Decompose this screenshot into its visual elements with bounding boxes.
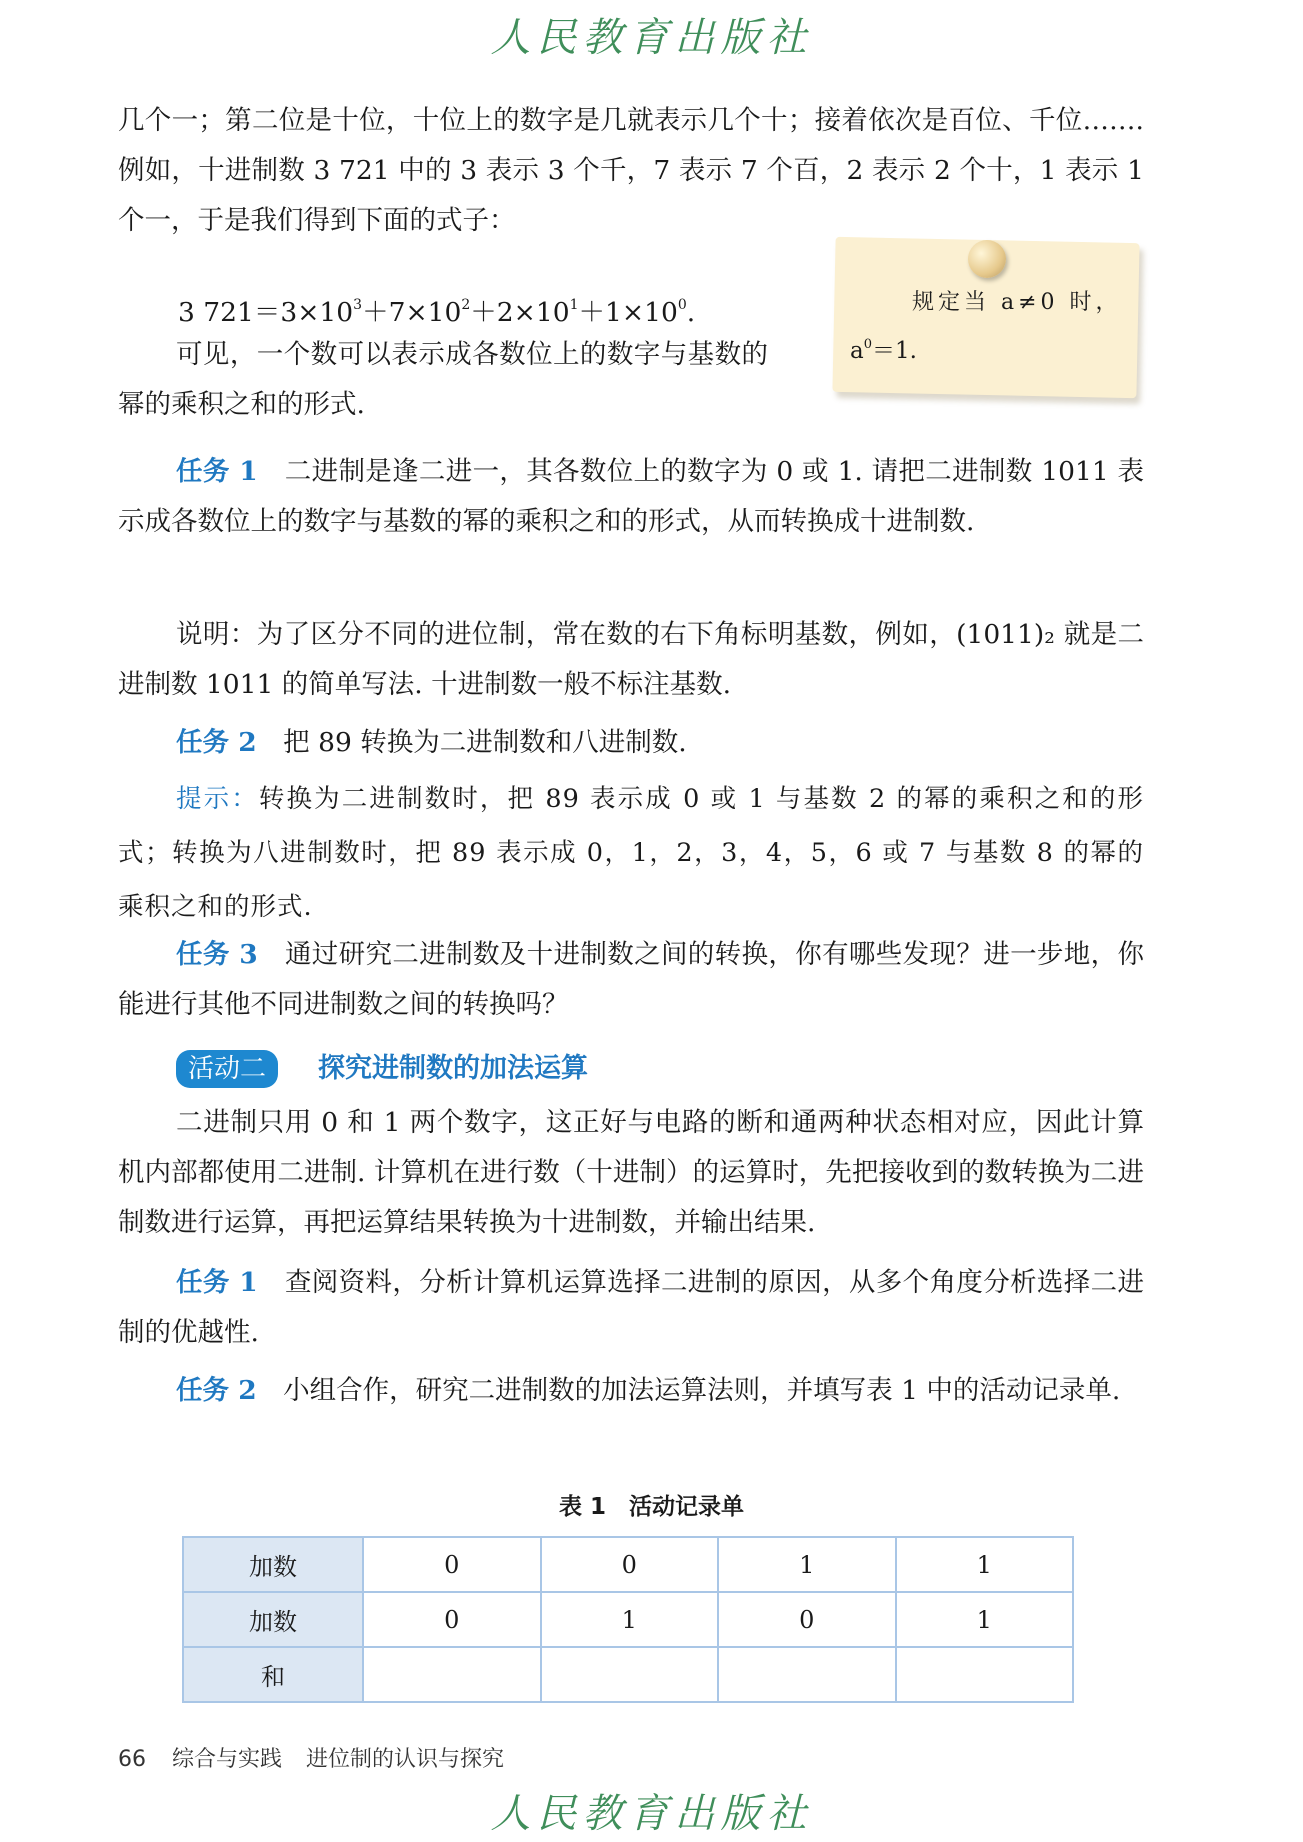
- task2-label: 任务 2: [176, 727, 257, 758]
- publisher-watermark-top: 人民教育出版社: [490, 15, 813, 61]
- table-cell: 1: [896, 1592, 1074, 1647]
- row-header: 加数: [183, 1537, 363, 1592]
- footer-topic: 进位制的认识与探究: [306, 1747, 505, 1772]
- table-row: [183, 1537, 1073, 1592]
- task1b-label: 任务 1: [176, 1267, 258, 1298]
- table-caption: 表 1 活动记录单: [558, 1494, 744, 1520]
- paragraph-conclusion: 可见，一个数可以表示成各数位上的数字与基数的幂的乘积之和的形式.: [118, 339, 768, 420]
- paragraph-decimal-explanation: 几个一；第二位是十位，十位上的数字是几就表示几个十；接着依次是百位、千位……. 例如，十进制数 3 721 中的 3 表示 3 个千，7 表示 7 个百，2 表示 2 个十，1 表示 1 个一，于是我们得到下面的式子：: [118, 105, 1144, 236]
- task2b-label: 任务 2: [176, 1375, 257, 1406]
- task2-activity1: [118, 718, 1144, 768]
- task1-label: 任务 1: [176, 456, 258, 487]
- side-note-line1: 规定当 a≠0 时，: [912, 290, 1122, 315]
- page-footer: [118, 1742, 504, 1773]
- table-cell: [718, 1647, 896, 1702]
- task3-label: 任务 3: [176, 939, 258, 970]
- table-cell: 1: [541, 1592, 719, 1647]
- table-cell: 1: [718, 1537, 896, 1592]
- publisher-watermark-bottom: 人民教育出版社: [490, 1791, 813, 1837]
- task1-text: 二进制是逢二进一，其各数位上的数字为 0 或 1. 请把二进制数 1011 表示成各数位上的数字与基数的幂的乘积之和的形式，从而转换成十进制数.: [118, 456, 1144, 537]
- task2b-text: 小组合作，研究二进制数的加法运算法则，并填写表 1 中的活动记录单.: [283, 1375, 1121, 1406]
- page-number: 66: [118, 1747, 146, 1772]
- task1-activity2: [118, 1258, 1144, 1358]
- footer-section: 综合与实践: [172, 1747, 283, 1772]
- table-row: [183, 1647, 1073, 1702]
- explanation-paragraph: 说明：为了区分不同的进位制，常在数的右下角标明基数，例如，(1011)₂ 就是二进制数 1011 的简单写法. 十进制数一般不标注基数.: [118, 619, 1144, 700]
- table-cell: 1: [896, 1537, 1074, 1592]
- table-cell: [363, 1647, 541, 1702]
- activity-tag: [176, 1050, 278, 1088]
- formula-expansion: 3 $721=3\times 10^3+7\times 10^2+2\times 10^1+1\times 10^0$.: [178, 297, 696, 328]
- hint-paragraph: [118, 772, 1144, 934]
- hint-label: 提示：: [176, 784, 259, 814]
- table-cell: [541, 1647, 719, 1702]
- paragraph-binary-computer: 二进制只用 0 和 1 两个数字，这正好与电路的断和通两种状态相对应，因此计算机内部都使用二进制. 计算机在进行数（十进制）的运算时，先把接收到的数转换为二进制数进行运算，再把运算结果转换为十进制数，并输出结果.: [118, 1107, 1144, 1238]
- task2-text: 把 89 转换为二进制数和八进制数.: [283, 727, 687, 758]
- activity-record-table: [182, 1536, 1074, 1703]
- pushpin-icon: [968, 240, 1006, 278]
- row-header: 加数: [183, 1592, 363, 1647]
- task1-activity1: [118, 447, 1144, 547]
- table-cell: [896, 1647, 1074, 1702]
- side-note-line2: $a^0=1$.: [850, 337, 917, 364]
- row-header: 和: [183, 1647, 363, 1702]
- table-cell: 0: [363, 1592, 541, 1647]
- task3-activity1: [118, 930, 1144, 1030]
- activity-tag-label: 活动二: [176, 1050, 278, 1088]
- table-row: [183, 1592, 1073, 1647]
- table-cell: 0: [718, 1592, 896, 1647]
- task2-activity2: [118, 1366, 1144, 1416]
- table-cell: 0: [541, 1537, 719, 1592]
- table-cell: 0: [363, 1537, 541, 1592]
- hint-text: 转换为二进制数时，把 89 表示成 0 或 1 与基数 2 的幂的乘积之和的形式；转换为八进制数时，把 89 表示成 0，1，2，3，4，5，6 或 7 与基数 8 的幂的乘积之和的形式.: [118, 784, 1144, 922]
- activity-heading: 探究进制数的加法运算: [318, 1053, 588, 1084]
- task3-text: 通过研究二进制数及十进制数之间的转换，你有哪些发现？进一步地，你能进行其他不同进制数之间的转换吗？: [118, 939, 1144, 1020]
- task1b-text: 查阅资料，分析计算机运算选择二进制的原因，从多个角度分析选择二进制的优越性.: [118, 1267, 1144, 1348]
